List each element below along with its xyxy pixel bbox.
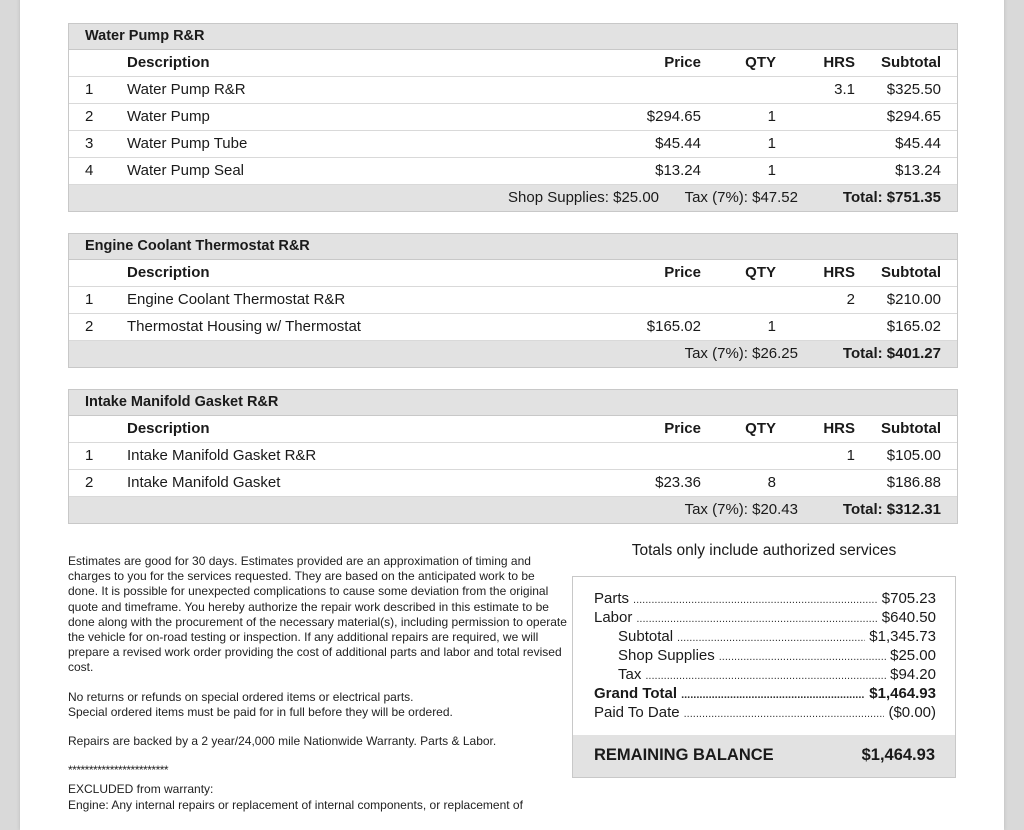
tax-value: $94.20	[890, 666, 936, 683]
subtotal-value: $1,345.73	[869, 628, 936, 645]
row-subtotal: $45.44	[895, 135, 941, 152]
row-qty: 1	[767, 108, 776, 125]
section-footer	[69, 497, 957, 523]
price-header: Price	[664, 420, 701, 437]
estimate-page	[20, 0, 1004, 830]
tax-text: Tax (7%): $26.25	[684, 345, 798, 362]
row-hrs: 2	[846, 291, 855, 308]
table-row	[69, 158, 957, 185]
row-description: Engine Coolant Thermostat R&R	[127, 291, 346, 308]
subtotal-header: Subtotal	[881, 264, 941, 281]
excluded-engine-text: Engine: Any internal repairs or replacement of internal components, or replacement of	[68, 797, 523, 812]
table-row	[69, 443, 957, 470]
table-row	[69, 287, 957, 314]
totals-title: Totals only include authorized services	[631, 542, 897, 559]
section-total: Total: $312.31	[842, 501, 941, 518]
returns-line-2: Special ordered items must be paid for in full before they will be ordered.	[68, 704, 453, 719]
separator-stars: ************************	[68, 763, 169, 778]
paid-to-date-value: ($0.00)	[888, 704, 936, 721]
row-subtotal: $165.02	[886, 318, 941, 335]
row-number: 1	[85, 447, 94, 464]
row-number: 2	[85, 474, 94, 491]
row-qty: 1	[767, 135, 776, 152]
section-title: Water Pump R&R	[69, 24, 957, 50]
row-price: $23.36	[655, 474, 701, 491]
column-header-row	[69, 416, 957, 443]
row-description: Water Pump R&R	[127, 81, 246, 98]
shop-supplies-label: Shop Supplies	[618, 647, 715, 664]
totals-labor-line	[594, 608, 936, 627]
hrs-header: HRS	[823, 264, 855, 281]
totals-shop-supplies-line	[618, 646, 936, 665]
row-hrs: 3.1	[834, 81, 855, 98]
parts-value: $705.23	[881, 590, 936, 607]
estimate-disclaimer: Estimates are good for 30 days. Estimates provided are an approximation of timing and charges to you for the services requested. They are based on the anticipated work to be done. It is possible for unexpected complications to cause some deviation from the original quote and timeframe. You hereby authorize the repair work described in this estimate to be done along with the procurement of the necessary material(s), including permission to operate the vehicle for on-road testing or inspection. If any additional repairs are required, we will prepare a revised work order providing the cost of additional parts and labor and total revised cost.	[68, 554, 567, 675]
remaining-balance-label: REMAINING BALANCE	[594, 746, 774, 764]
description-header: Description	[127, 420, 210, 437]
row-description: Water Pump Tube	[127, 135, 248, 152]
row-number: 2	[85, 318, 94, 335]
section-total: Total: $751.35	[842, 189, 941, 206]
tax-label: Tax	[618, 666, 642, 683]
description-header: Description	[127, 54, 210, 71]
totals-tax-line	[618, 665, 936, 684]
qty-header: QTY	[745, 54, 776, 71]
totals-paid-line	[594, 703, 936, 722]
service-section-intake-manifold	[68, 389, 958, 524]
row-description: Water Pump	[127, 108, 210, 125]
table-row	[69, 131, 957, 158]
row-price: $45.44	[655, 135, 701, 152]
qty-header: QTY	[745, 264, 776, 281]
table-row	[69, 314, 957, 341]
service-section-thermostat	[68, 233, 958, 368]
totals-grand-total-line	[594, 684, 936, 703]
row-price: $294.65	[646, 108, 701, 125]
grand-total-value: $1,464.93	[869, 685, 936, 702]
parts-label: Parts	[594, 590, 630, 607]
totals-box	[572, 576, 956, 778]
row-qty: 1	[767, 318, 776, 335]
subtotal-header: Subtotal	[881, 54, 941, 71]
excluded-title: EXCLUDED from warranty:	[68, 782, 214, 797]
row-description: Intake Manifold Gasket R&R	[127, 447, 317, 464]
shop-supplies-text: Shop Supplies: $25.00	[508, 189, 659, 206]
hrs-header: HRS	[823, 420, 855, 437]
price-header: Price	[664, 54, 701, 71]
row-subtotal: $294.65	[886, 108, 941, 125]
section-total: Total: $401.27	[842, 345, 941, 362]
section-footer	[69, 185, 957, 211]
subtotal-header: Subtotal	[881, 420, 941, 437]
row-subtotal: $105.00	[886, 447, 941, 464]
service-section-water-pump	[68, 23, 958, 212]
grand-total-label: Grand Total	[594, 685, 678, 702]
tax-text: Tax (7%): $47.52	[684, 189, 798, 206]
labor-value: $640.50	[881, 609, 936, 626]
row-subtotal: $210.00	[886, 291, 941, 308]
labor-label: Labor	[594, 609, 633, 626]
row-description: Thermostat Housing w/ Thermostat	[127, 318, 361, 335]
row-description: Intake Manifold Gasket	[127, 474, 281, 491]
shop-supplies-value: $25.00	[890, 647, 936, 664]
table-row	[69, 104, 957, 131]
table-row	[69, 77, 957, 104]
hrs-header: HRS	[823, 54, 855, 71]
row-price: $13.24	[655, 162, 701, 179]
section-footer	[69, 341, 957, 367]
section-title: Intake Manifold Gasket R&R	[69, 390, 957, 416]
row-price: $165.02	[646, 318, 701, 335]
remaining-balance-bar	[573, 735, 955, 777]
qty-header: QTY	[745, 420, 776, 437]
totals-subtotal-line	[618, 627, 936, 646]
totals-parts-line	[594, 589, 936, 608]
row-description: Water Pump Seal	[127, 162, 244, 179]
returns-policy	[68, 690, 568, 720]
row-qty: 8	[767, 474, 776, 491]
row-subtotal: $186.88	[886, 474, 941, 491]
tax-text: Tax (7%): $20.43	[684, 501, 798, 518]
row-subtotal: $13.24	[895, 162, 941, 179]
column-header-row	[69, 50, 957, 77]
warranty-text: Repairs are backed by a 2 year/24,000 mile Nationwide Warranty. Parts & Labor.	[68, 734, 497, 749]
price-header: Price	[664, 264, 701, 281]
returns-line-1: No returns or refunds on special ordered items or electrical parts.	[68, 689, 414, 704]
subtotal-label: Subtotal	[618, 628, 674, 645]
table-row	[69, 470, 957, 497]
column-header-row	[69, 260, 957, 287]
description-header: Description	[127, 264, 210, 281]
row-number: 1	[85, 81, 94, 98]
remaining-balance-value: $1,464.93	[861, 746, 935, 764]
row-number: 2	[85, 108, 94, 125]
row-number: 4	[85, 162, 94, 179]
row-qty: 1	[767, 162, 776, 179]
row-hrs: 1	[846, 447, 855, 464]
paid-to-date-label: Paid To Date	[594, 704, 680, 721]
terms-text	[68, 554, 568, 813]
section-title: Engine Coolant Thermostat R&R	[69, 234, 957, 260]
row-subtotal: $325.50	[886, 81, 941, 98]
row-number: 1	[85, 291, 94, 308]
row-number: 3	[85, 135, 94, 152]
